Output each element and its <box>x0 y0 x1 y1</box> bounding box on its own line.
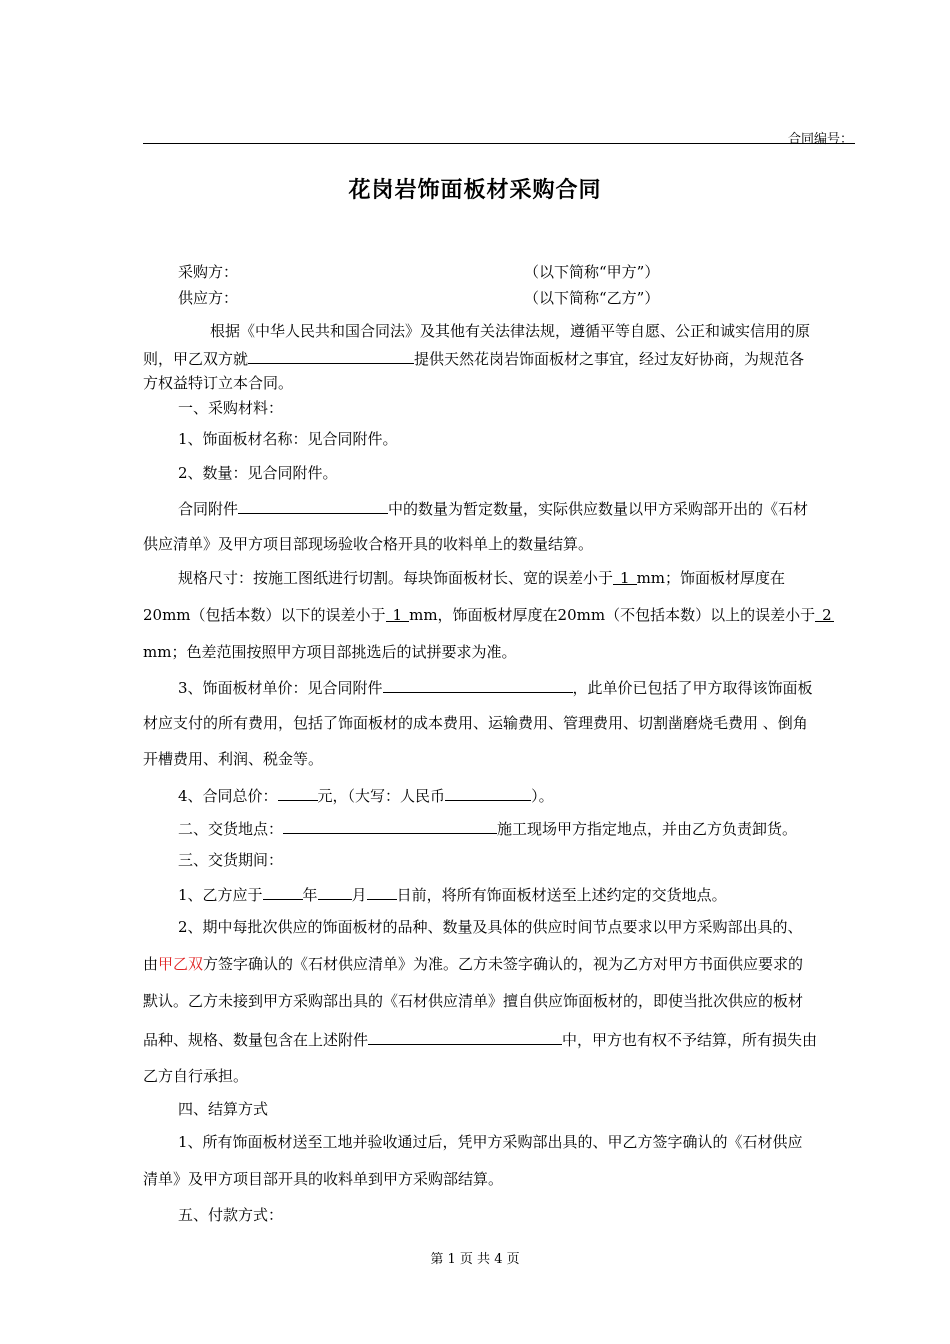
section-1-item-1: 1、饰面板材名称：见合同附件。 <box>178 430 398 448</box>
highlighted-text: 甲乙双 <box>158 955 204 973</box>
total-price-line <box>178 784 554 806</box>
blank-field <box>238 497 388 514</box>
blank-field <box>248 347 414 364</box>
section-1-item-2: 2、数量：见合同附件。 <box>178 464 338 482</box>
price-text-1b: ，此单价已包括了甲方取得该饰面板 <box>572 679 813 697</box>
attachment-line-1 <box>178 497 808 519</box>
blank-field <box>383 676 573 693</box>
section-2-heading <box>178 817 797 839</box>
section-1-heading: 一、采购材料： <box>178 399 284 417</box>
blank-field <box>283 817 497 834</box>
spec-line-1 <box>178 568 785 588</box>
price-line-3: 开槽费用、利润、税金等。 <box>143 750 324 768</box>
preamble-line-2 <box>143 347 804 369</box>
supply-text-2a: 由 <box>143 955 159 973</box>
preamble-line-1 <box>210 321 855 341</box>
settlement-line-2: 清单》及甲方项目部开具的收料单到甲方采购部结算。 <box>143 1170 504 1188</box>
spec-line-2 <box>143 605 834 625</box>
total-text-c: ）。 <box>531 787 554 805</box>
buyer-label: 采购方： <box>178 263 239 281</box>
supply-line-5: 乙方自行承担。 <box>143 1067 249 1085</box>
total-text-a: 4、合同总价： <box>178 787 278 805</box>
total-text-b: 元，（大写：人民币 <box>317 787 446 805</box>
spec-tolerance-1: 1 <box>613 568 637 585</box>
year-label: 年 <box>302 886 318 904</box>
document-title: 花岗岩饰面板材采购合同 <box>348 178 602 203</box>
settlement-line-1: 1、所有饰面板材送至工地并验收通过后，凭甲方采购部出具的、甲乙方签字确认的《石材供应 <box>178 1133 803 1151</box>
spec-line-3: mm；色差范围按照甲方项目部挑选后的试拼要求为准。 <box>143 643 517 661</box>
supply-line-1: 2、期中每批次供应的饰面板材的品种、数量及具体的供应时间节点要求以甲方采购部出具的、 <box>178 918 803 936</box>
seller-label: 供应方： <box>178 289 239 307</box>
supply-line-3: 默认。乙方未接到甲方采购部出具的《石材供应清单》擅自供应饰面板材的，即使当批次供应的板材 <box>143 992 804 1010</box>
supply-text-4b: 中，甲方也有权不予结算，所有损失由 <box>562 1031 818 1049</box>
blank-field <box>445 784 531 801</box>
attachment-line-2: 供应清单》及甲方项目部现场验收合格开具的收料单上的数量结算。 <box>143 535 594 553</box>
spec-tolerance-3: 2 <box>815 605 834 622</box>
blank-field <box>278 784 318 801</box>
delivery-place-text: 施工现场甲方指定地点，并由乙方负责卸货。 <box>497 820 798 838</box>
seller-note: （以下简称“乙方”） <box>524 289 660 307</box>
page-footer: 第 1 页 共 4 页 <box>430 1252 520 1267</box>
blank-field <box>368 1028 562 1045</box>
buyer-note: （以下简称“甲方”） <box>524 263 660 281</box>
month-blank <box>318 883 352 900</box>
supply-line-2 <box>143 954 803 974</box>
preamble-text-2b: 提供天然花岗岩饰面板材之事宜，经过友好协商，为规范各 <box>414 350 805 368</box>
preamble-text-1: 根据《中华人民共和国合同法》及其他有关法律法规，遵循平等自愿、公正和诚实信用的原 <box>210 322 811 340</box>
section-5-heading: 五、付款方式： <box>178 1206 284 1224</box>
spec-text-1a: 规格尺寸：按施工图纸进行切割。每块饰面板材长、宽的误差小于 <box>178 569 614 587</box>
preamble-line-3: 方权益特订立本合同。 <box>143 374 294 392</box>
spec-text-2a: 20mm（包括本数）以下的误差小于 <box>143 606 386 624</box>
section-4-heading: 四、结算方式 <box>178 1100 269 1118</box>
attachment-text-1b: 中的数量为暂定数量，实际供应数量以甲方采购部开出的《石材 <box>388 500 809 518</box>
preamble-text-2a: 则，甲乙双方就 <box>143 350 249 368</box>
contract-number-label: 合同编号： <box>787 132 853 147</box>
price-line-1 <box>178 676 813 698</box>
month-label: 月 <box>351 886 367 904</box>
delivery-date-line <box>178 883 727 905</box>
price-text-1a: 3、饰面板材单价：见合同附件 <box>178 679 383 697</box>
supply-text-4a: 品种、规格、数量包含在上述附件 <box>143 1031 369 1049</box>
section-3-heading: 三、交货期间： <box>178 851 284 869</box>
spec-text-2b: mm，饰面板材厚度在20mm（不包括本数）以上的误差小于 <box>409 606 816 624</box>
delivery-date-text-a: 1、乙方应于 <box>178 886 263 904</box>
delivery-place-label: 二、交货地点： <box>178 820 284 838</box>
header-rule <box>143 143 855 144</box>
spec-tolerance-2: 1 <box>386 605 410 622</box>
supply-line-4 <box>143 1028 817 1050</box>
supply-text-2b: 方签字确认的《石材供应清单》为准。乙方未签字确认的，视为乙方对甲方书面供应要求的 <box>203 955 804 973</box>
delivery-date-text-d: 日前，将所有饰面板材送至上述约定的交货地点。 <box>396 886 727 904</box>
price-line-2: 材应支付的所有费用，包括了饰面板材的成本费用、运输费用、管理费用、切割凿磨烧毛费用 、倒角 <box>143 714 808 732</box>
day-blank <box>367 883 397 900</box>
attachment-text-1a: 合同附件 <box>178 500 239 518</box>
spec-text-1b: mm；饰面板材厚度在 <box>636 569 786 587</box>
year-blank <box>263 883 303 900</box>
